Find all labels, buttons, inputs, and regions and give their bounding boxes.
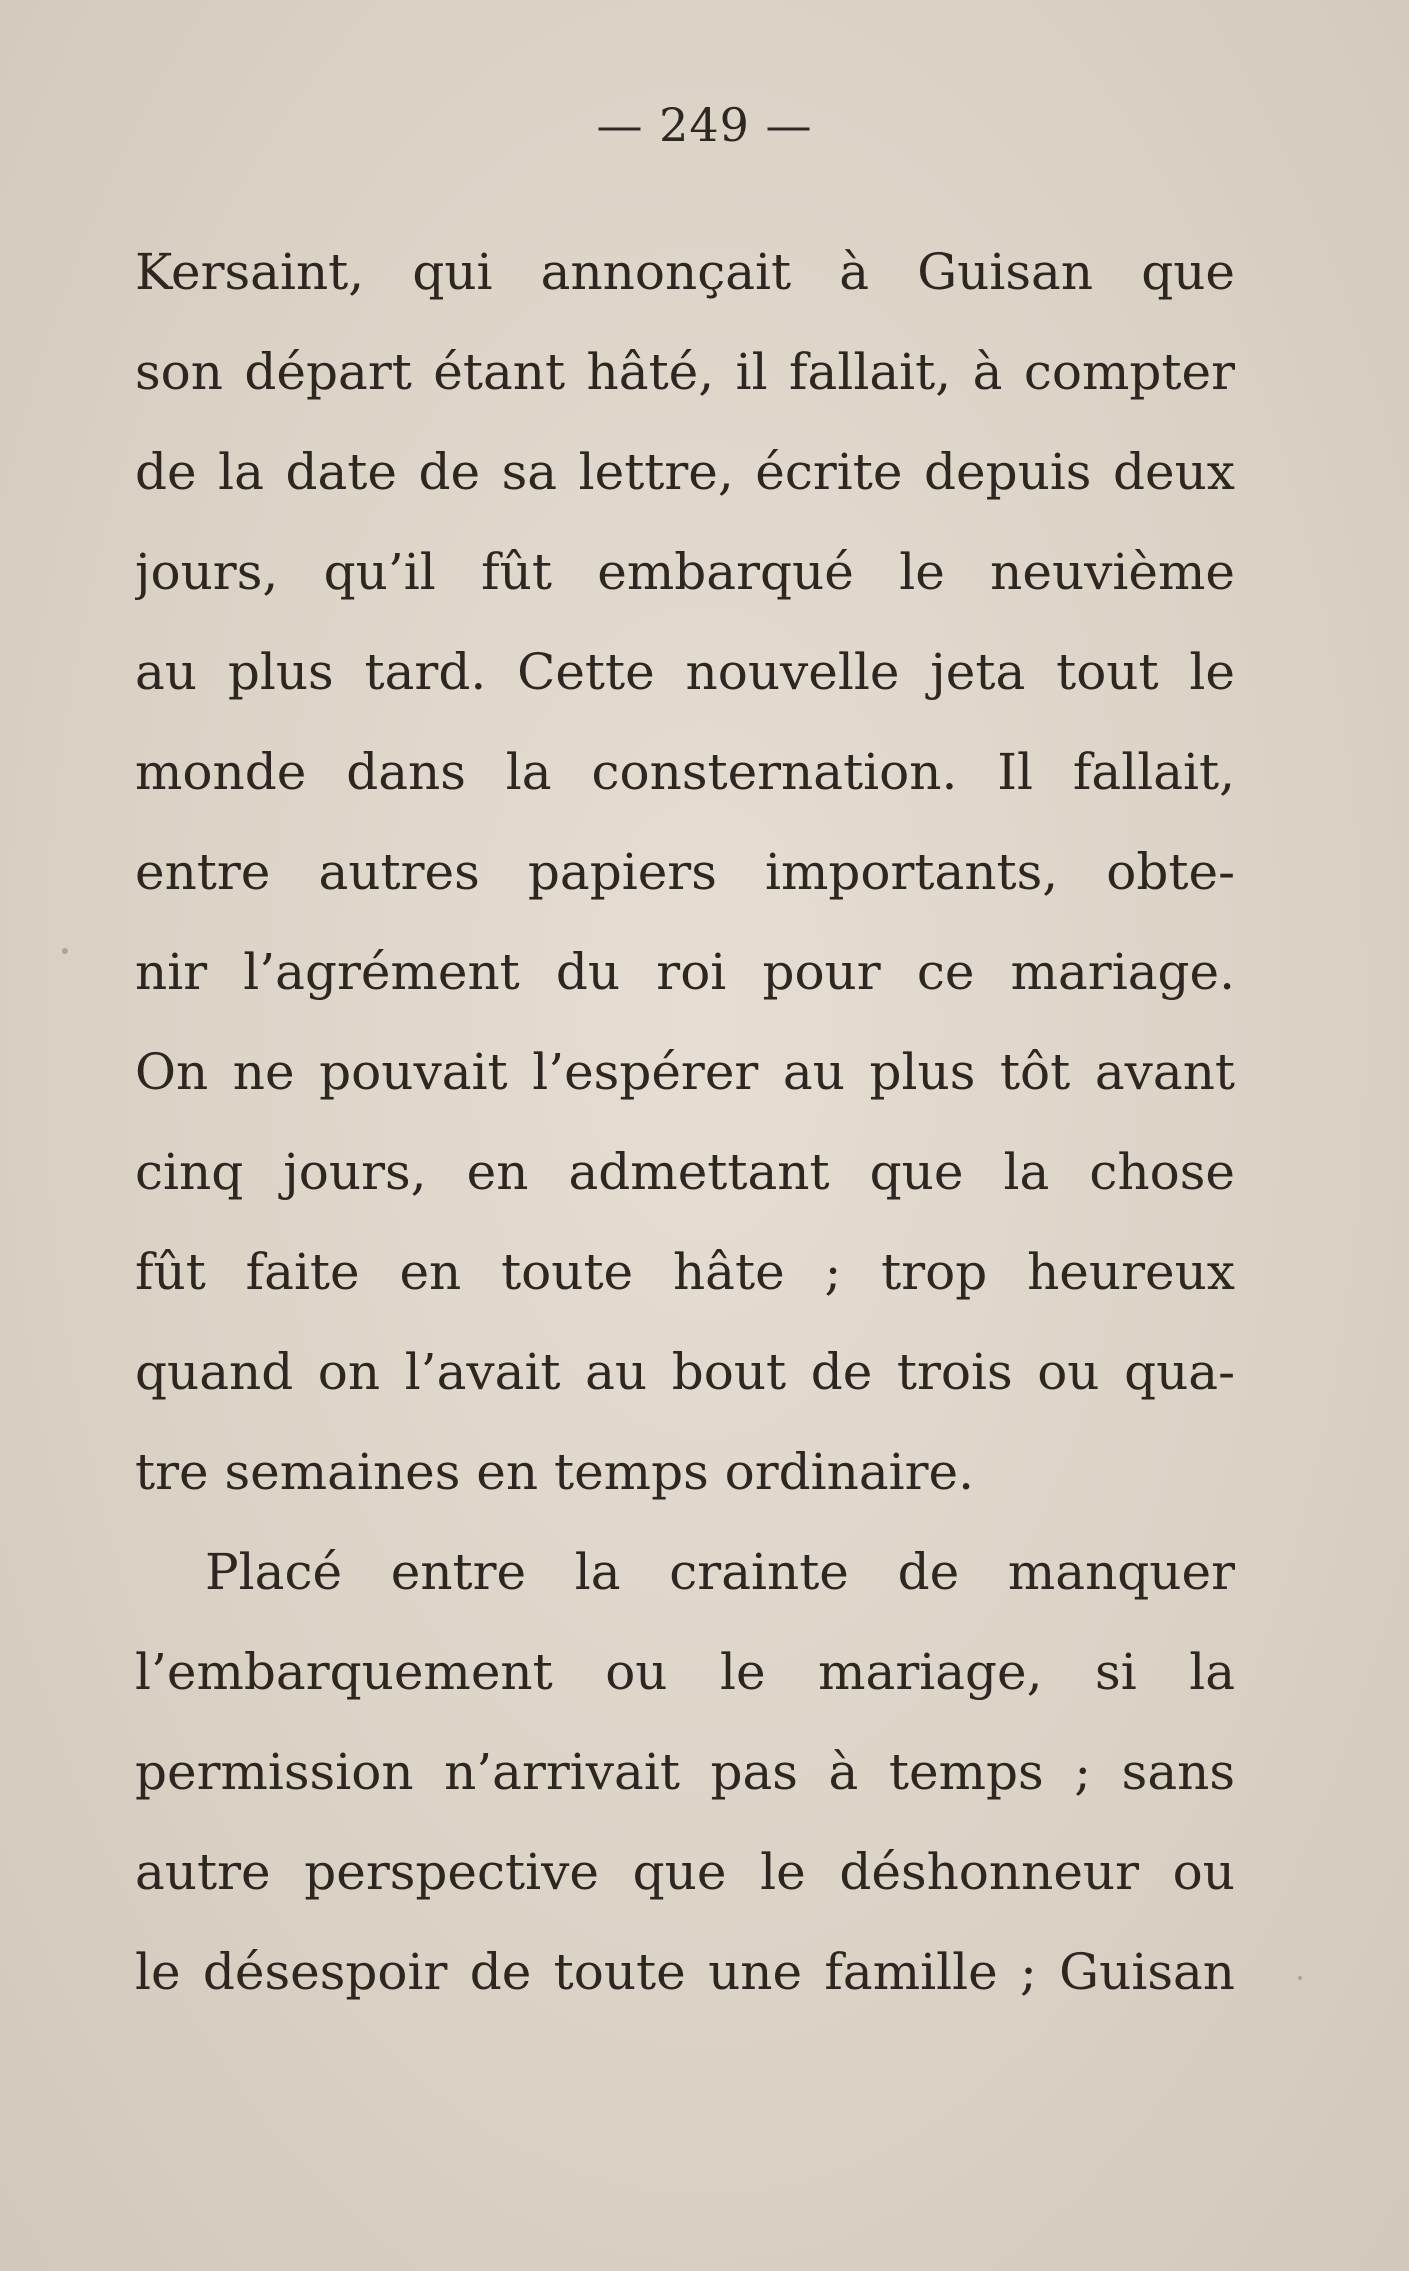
text-line: nir l’agrément du roi pour ce mariage. <box>135 943 1235 1001</box>
text-line: l’embarquement ou le mariage, si la <box>135 1643 1235 1701</box>
text-line: On ne pouvait l’espérer au plus tôt avant <box>135 1043 1235 1101</box>
text-line: Kersaint, qui annonçait à Guisan que <box>135 243 1235 301</box>
text-line: quand on l’avait au bout de trois ou qua- <box>135 1343 1235 1401</box>
text-line: son départ étant hâté, il fallait, à compter <box>135 343 1235 401</box>
text-line: autre perspective que le déshonneur ou <box>135 1843 1235 1901</box>
text-line: monde dans la consternation. Il fallait, <box>135 743 1235 801</box>
text-line: jours, qu’il fût embarqué le neuvième <box>135 543 1235 601</box>
page-number: — 249 — <box>596 98 813 152</box>
text-line: entre autres papiers importants, obte- <box>135 843 1235 901</box>
paragraph-1 <box>135 222 1235 1522</box>
text-line: le désespoir de toute une famille ; Guisan <box>135 1943 1235 2001</box>
paper-speck <box>62 948 68 954</box>
text-line: au plus tard. Cette nouvelle jeta tout le <box>135 643 1235 701</box>
text-line: cinq jours, en admettant que la chose <box>135 1143 1235 1201</box>
body-text <box>135 222 1235 2022</box>
text-line: fût faite en toute hâte ; trop heureux <box>135 1243 1235 1301</box>
text-line: tre semaines en temps ordinaire. <box>135 1443 975 1501</box>
text-line: permission n’arrivait pas à temps ; sans <box>135 1743 1235 1801</box>
text-line: de la date de sa lettre, écrite depuis deux <box>135 443 1235 501</box>
text-line: Placé entre la crainte de manquer <box>205 1543 1235 1601</box>
paper-speck <box>1298 1976 1302 1980</box>
paragraph-2 <box>135 1522 1235 2022</box>
